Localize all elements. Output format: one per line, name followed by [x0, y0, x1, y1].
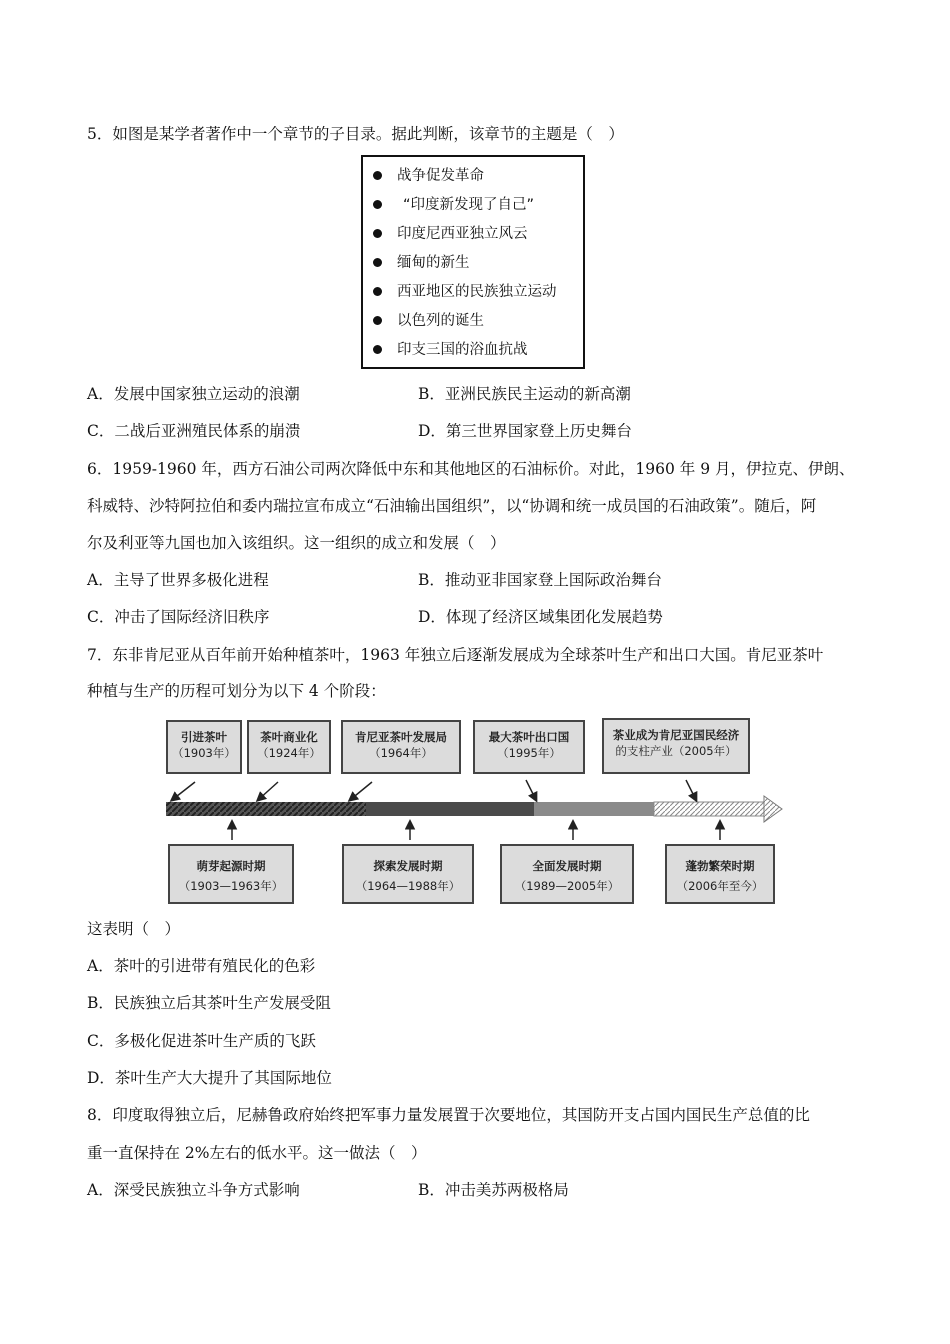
- toc-item: “印度新发现了自己”: [363, 194, 583, 216]
- q8-stem-line2: 重一直保持在 2%左右的低水平。这一做法（ ）: [87, 1144, 427, 1162]
- kenya-tea-timeline-figure: [160, 716, 790, 912]
- q6-option-b[interactable]: B．推动亚非国家登上国际政治舞台: [418, 571, 662, 589]
- timeline-stage-box: 萌芽起源时期 （1903—1963年）: [168, 844, 294, 904]
- toc-item: 西亚地区的民族独立运动: [363, 281, 583, 303]
- q7-stem-line2: 种植与生产的历程可划分为以下 4 个阶段：: [87, 682, 386, 700]
- q5-option-a[interactable]: A．发展中国家独立运动的浪潮: [87, 385, 300, 403]
- q6-stem-line2: 科威特、沙特阿拉伯和委内瑞拉宣布成立“石油输出国组织”，以“协调和统一成员国的石油政策”。随后，阿: [87, 497, 817, 515]
- timeline-event-box: 茶叶商业化 （1924年）: [247, 720, 331, 774]
- q6-option-c[interactable]: C．冲击了国际经济旧秩序: [87, 608, 270, 626]
- q7-prompt: 这表明（ ）: [87, 920, 181, 938]
- toc-item: 缅甸的新生: [363, 252, 583, 274]
- timeline-event-box: 肯尼亚茶叶发展局 （1964年）: [341, 720, 461, 774]
- timeline-stage-box: 蓬勃繁荣时期 （2006年至今）: [665, 844, 775, 904]
- toc-item: 印支三国的浴血抗战: [363, 339, 583, 361]
- toc-item: 以色列的诞生: [363, 310, 583, 332]
- timeline-event-box: 引进茶叶 （1903年）: [166, 720, 242, 774]
- q8-option-a[interactable]: A．深受民族独立斗争方式影响: [87, 1181, 300, 1199]
- timeline-event-box: 最大茶叶出口国 （1995年）: [473, 720, 585, 774]
- q7-option-b[interactable]: B．民族独立后其茶叶生产发展受阻: [87, 994, 331, 1012]
- q6-stem-line1: 6．1959-1960 年，西方石油公司两次降低中东和其他地区的石油标价。对此，1960 年 9 月，伊拉克、伊朗、: [87, 460, 855, 478]
- q6-option-d[interactable]: D．体现了经济区域集团化发展趋势: [418, 608, 663, 626]
- toc-item: 战争促发革命: [363, 165, 583, 187]
- q5-option-d[interactable]: D．第三世界国家登上历史舞台: [418, 422, 632, 440]
- bullet-icon: [373, 200, 382, 209]
- bullet-icon: [373, 287, 382, 296]
- bullet-icon: [373, 345, 382, 354]
- timeline-event-box: 茶业成为肯尼亚国民经济 的支柱产业（2005年）: [602, 718, 750, 774]
- q8-stem-line1: 8．印度取得独立后，尼赫鲁政府始终把军事力量发展置于次要地位，其国防开支占国内国民生产总值的比: [87, 1106, 810, 1124]
- bullet-icon: [373, 258, 382, 267]
- q5-option-b[interactable]: B．亚洲民族民主运动的新高潮: [418, 385, 631, 403]
- q7-option-d[interactable]: D．茶叶生产大大提升了其国际地位: [87, 1069, 332, 1087]
- timeline-stage-box: 全面发展时期 （1989—2005年）: [500, 844, 634, 904]
- q5-option-c[interactable]: C．二战后亚洲殖民体系的崩溃: [87, 422, 301, 440]
- bullet-icon: [373, 171, 382, 180]
- bullet-icon: [373, 229, 382, 238]
- q7-stem-line1: 7．东非肯尼亚从百年前开始种植茶叶，1963 年独立后逐渐发展成为全球茶叶生产和出口大国。肯尼亚茶叶: [87, 646, 824, 664]
- q7-option-a[interactable]: A．茶叶的引进带有殖民化的色彩: [87, 957, 316, 975]
- q5-stem: 5．如图是某学者著作中一个章节的子目录。据此判断，该章节的主题是（ ）: [87, 125, 624, 143]
- q7-option-c[interactable]: C．多极化促进茶叶生产质的飞跃: [87, 1032, 316, 1050]
- q6-stem-line3: 尔及利亚等九国也加入该组织。这一组织的成立和发展（ ）: [87, 534, 506, 552]
- q8-option-b[interactable]: B．冲击美苏两极格局: [418, 1181, 569, 1199]
- bullet-icon: [373, 316, 382, 325]
- table-of-contents-box: [361, 155, 585, 369]
- q6-option-a[interactable]: A．主导了世界多极化进程: [87, 571, 269, 589]
- toc-item: 印度尼西亚独立风云: [363, 223, 583, 245]
- timeline-stage-box: 探索发展时期 （1964—1988年）: [342, 844, 474, 904]
